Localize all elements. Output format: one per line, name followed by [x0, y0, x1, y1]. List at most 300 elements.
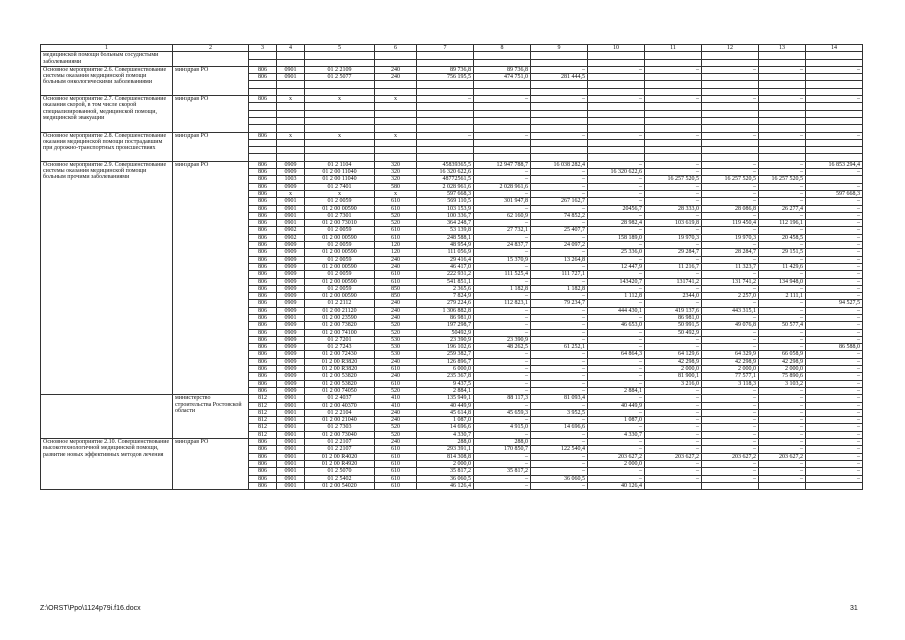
table-cell: –	[588, 336, 645, 343]
table-row	[41, 395, 863, 402]
table-cell: 26 277,4	[759, 205, 806, 212]
table-cell	[249, 125, 277, 132]
table-cell: –	[702, 314, 759, 321]
table-cell: –	[645, 431, 702, 438]
table-cell	[474, 154, 531, 161]
table-cell: 111 056,9	[417, 249, 474, 256]
table-cell	[645, 81, 702, 88]
table-cell: –	[588, 285, 645, 292]
table-cell: –	[588, 475, 645, 482]
table-cell: 86 981,0	[645, 314, 702, 321]
table-cell: –	[806, 263, 863, 270]
column-number: 1	[41, 45, 173, 52]
table-cell: –	[645, 183, 702, 190]
page-number: 31	[850, 605, 858, 612]
table-cell: –	[645, 395, 702, 402]
table-cell: 364 248,7	[417, 220, 474, 227]
table-cell: –	[702, 161, 759, 168]
table-cell	[249, 88, 277, 95]
table-cell	[806, 154, 863, 161]
table-cell: 0909	[277, 387, 305, 394]
table-cell: 806	[249, 161, 277, 168]
table-cell	[474, 52, 531, 59]
table-cell: 203 627,2	[645, 453, 702, 460]
table-cell: 530	[375, 336, 417, 343]
table-cell: –	[531, 439, 588, 446]
table-cell: 812	[249, 431, 277, 438]
table-cell: –	[588, 132, 645, 139]
table-cell: –	[702, 431, 759, 438]
table-cell: 131 741,2	[702, 278, 759, 285]
table-cell: 86 981,0	[417, 314, 474, 321]
activity-description: Основное мероприятие 2.6. Совершенствование системы оказания медицинской помощи больным онкологическими заболеваниями	[41, 66, 173, 95]
table-cell: –	[588, 242, 645, 249]
table-cell: 541 851,1	[417, 278, 474, 285]
table-cell	[759, 139, 806, 146]
table-cell: –	[588, 424, 645, 431]
table-cell: 89 736,8	[474, 66, 531, 73]
table-cell: 806	[249, 278, 277, 285]
table-cell: –	[588, 96, 645, 103]
table-cell: –	[759, 285, 806, 292]
table-cell: 0901	[277, 409, 305, 416]
table-cell: 103 153,9	[417, 205, 474, 212]
table-cell: 64 864,3	[588, 351, 645, 358]
table-cell: –	[588, 329, 645, 336]
table-cell	[588, 74, 645, 81]
table-cell: –	[806, 402, 863, 409]
table-cell	[588, 103, 645, 110]
table-cell: 35 817,2	[417, 468, 474, 475]
table-cell: 610	[375, 271, 417, 278]
table-cell: 288,0	[417, 439, 474, 446]
table-cell: 24 837,7	[474, 242, 531, 249]
table-cell	[645, 52, 702, 59]
table-cell	[806, 88, 863, 95]
table-cell	[474, 117, 531, 124]
table-cell: –	[759, 409, 806, 416]
table-cell: 248 588,1	[417, 234, 474, 241]
table-cell: –	[806, 453, 863, 460]
table-cell: 14 696,6	[417, 424, 474, 431]
table-cell	[702, 147, 759, 154]
table-cell: –	[806, 169, 863, 176]
table-cell: 25 336,0	[588, 249, 645, 256]
table-cell: 01 2 2107	[305, 439, 375, 446]
table-cell: 9 437,5	[417, 380, 474, 387]
table-cell	[645, 59, 702, 66]
table-cell: 806	[249, 74, 277, 81]
table-cell: 806	[249, 366, 277, 373]
table-cell: 01 2 00 00590	[305, 234, 375, 241]
table-cell: –	[474, 293, 531, 300]
table-cell: 01 2 5077	[305, 74, 375, 81]
table-cell	[645, 125, 702, 132]
column-number: 9	[531, 45, 588, 52]
table-cell	[702, 88, 759, 95]
table-cell: –	[759, 417, 806, 424]
table-cell	[588, 117, 645, 124]
table-cell: –	[759, 402, 806, 409]
table-cell: 0901	[277, 453, 305, 460]
table-cell: 88 117,3	[474, 395, 531, 402]
table-cell: 610	[375, 227, 417, 234]
table-cell: 196 102,6	[417, 344, 474, 351]
table-cell: –	[806, 409, 863, 416]
table-cell: 0909	[277, 161, 305, 168]
table-cell: –	[588, 190, 645, 197]
table-cell	[417, 125, 474, 132]
table-cell: –	[806, 285, 863, 292]
table-cell	[417, 139, 474, 146]
table-cell	[759, 81, 806, 88]
table-cell: 0909	[277, 307, 305, 314]
table-cell: –	[645, 96, 702, 103]
table-cell: 0901	[277, 402, 305, 409]
table-cell: –	[531, 482, 588, 489]
table-cell: –	[759, 169, 806, 176]
table-cell	[249, 154, 277, 161]
table-cell	[277, 88, 305, 95]
table-cell	[759, 59, 806, 66]
table-cell: 812	[249, 402, 277, 409]
table-cell: –	[474, 373, 531, 380]
table-cell: –	[645, 460, 702, 467]
table-cell: 240	[375, 307, 417, 314]
table-cell: 288,0	[474, 439, 531, 446]
table-cell: 0901	[277, 198, 305, 205]
table-cell: 01 2 00 R4020	[305, 453, 375, 460]
table-cell: 01 2 00 R4920	[305, 460, 375, 467]
table-cell: –	[702, 402, 759, 409]
table-cell: –	[806, 351, 863, 358]
table-cell: 20 458,5	[759, 234, 806, 241]
table-cell: 1 182,8	[474, 285, 531, 292]
table-cell: 2344,0	[645, 293, 702, 300]
table-cell: 0901	[277, 395, 305, 402]
table-cell: 240	[375, 314, 417, 321]
table-cell	[588, 52, 645, 59]
table-cell: –	[531, 460, 588, 467]
table-cell	[531, 52, 588, 59]
table-cell: –	[645, 409, 702, 416]
table-cell: 443 315,1	[702, 307, 759, 314]
table-row	[41, 161, 863, 168]
table-cell: –	[531, 249, 588, 256]
table-cell: 0901	[277, 314, 305, 321]
activity-description: Основное мероприятие 2.8. Совершенствование оказания медицинской помощи пострадавшим при дорожно-транспортных происшествиях	[41, 132, 173, 161]
table-cell: –	[645, 336, 702, 343]
table-cell: –	[702, 96, 759, 103]
table-cell: 29 416,4	[417, 256, 474, 263]
table-cell: 01 2 2107	[305, 446, 375, 453]
executor: минздрав РО	[173, 66, 249, 95]
table-cell: –	[759, 475, 806, 482]
table-cell: 240	[375, 439, 417, 446]
table-cell: –	[806, 307, 863, 314]
table-cell: –	[531, 358, 588, 365]
table-cell: 0901	[277, 205, 305, 212]
executor: минздрав РО	[173, 161, 249, 395]
table-cell: 01 2 0059	[305, 227, 375, 234]
table-cell: –	[702, 344, 759, 351]
table-cell: 806	[249, 453, 277, 460]
table-cell: 806	[249, 256, 277, 263]
table-cell: 806	[249, 169, 277, 176]
table-cell: –	[474, 482, 531, 489]
table-cell	[531, 88, 588, 95]
table-cell	[702, 81, 759, 88]
column-number: 10	[588, 45, 645, 52]
table-cell	[417, 147, 474, 154]
table-cell: 235 367,8	[417, 373, 474, 380]
table-cell: 806	[249, 234, 277, 241]
table-cell: 36 060,5	[417, 475, 474, 482]
table-cell: –	[531, 183, 588, 190]
table-cell	[645, 88, 702, 95]
table-cell: 806	[249, 96, 277, 103]
table-cell: –	[645, 132, 702, 139]
table-cell: 814 308,8	[417, 453, 474, 460]
table-cell: 01 2 00 R3820	[305, 366, 375, 373]
table-cell: 77 577,1	[702, 373, 759, 380]
table-cell: –	[588, 271, 645, 278]
table-cell: 6 000,0	[417, 366, 474, 373]
table-cell: –	[645, 424, 702, 431]
table-cell: –	[806, 446, 863, 453]
table-cell: 16 257 520,5	[702, 176, 759, 183]
table-cell	[249, 81, 277, 88]
table-cell: 01 2 7401	[305, 183, 375, 190]
table-cell: –	[645, 344, 702, 351]
table-cell: 46 653,0	[588, 322, 645, 329]
table-cell: –	[645, 387, 702, 394]
table-cell	[588, 59, 645, 66]
column-number: 8	[474, 45, 531, 52]
table-cell: 16 320 622,6	[417, 169, 474, 176]
table-cell: 610	[375, 278, 417, 285]
table-cell: 806	[249, 198, 277, 205]
table-cell: 01 2 00 00590	[305, 293, 375, 300]
table-cell: 158 189,0	[588, 234, 645, 241]
table-cell: 120	[375, 249, 417, 256]
table-cell: –	[531, 417, 588, 424]
table-cell: 1 306 882,8	[417, 307, 474, 314]
table-cell	[277, 59, 305, 66]
table-cell	[806, 52, 863, 59]
table-cell: –	[474, 278, 531, 285]
table-cell	[588, 147, 645, 154]
table-cell: 01 2 0059	[305, 285, 375, 292]
table-cell: 806	[249, 249, 277, 256]
table-cell	[806, 59, 863, 66]
table-cell: –	[759, 96, 806, 103]
table-cell	[417, 117, 474, 124]
table-cell	[305, 110, 375, 117]
table-cell: 50 492,9	[645, 329, 702, 336]
table-cell: 0909	[277, 380, 305, 387]
table-cell: 530	[375, 351, 417, 358]
table-cell	[375, 147, 417, 154]
table-cell: 0909	[277, 263, 305, 270]
table-cell: –	[474, 249, 531, 256]
table-cell: –	[531, 387, 588, 394]
table-cell	[375, 110, 417, 117]
table-cell: 756 195,5	[417, 74, 474, 81]
table-cell: 75 890,6	[759, 373, 806, 380]
table-cell	[806, 117, 863, 124]
table-cell	[702, 59, 759, 66]
table-cell: 806	[249, 358, 277, 365]
table-cell: 0901	[277, 460, 305, 467]
table-cell: –	[474, 475, 531, 482]
table-cell: –	[645, 66, 702, 73]
table-cell	[588, 88, 645, 95]
table-cell: 7 824,9	[417, 293, 474, 300]
table-cell: 240	[375, 74, 417, 81]
table-cell: –	[474, 205, 531, 212]
table-cell: 131741,2	[645, 278, 702, 285]
table-cell: –	[806, 431, 863, 438]
table-cell: –	[531, 132, 588, 139]
table-cell: 48 262,5	[474, 344, 531, 351]
table-cell: –	[702, 439, 759, 446]
table-cell: –	[759, 431, 806, 438]
table-cell: 569 110,5	[417, 198, 474, 205]
table-cell: –	[759, 183, 806, 190]
column-number: 13	[759, 45, 806, 52]
table-cell	[806, 125, 863, 132]
table-cell: –	[531, 336, 588, 343]
table-cell: –	[759, 387, 806, 394]
table-cell: 1 112,8	[588, 293, 645, 300]
table-cell: –	[759, 190, 806, 197]
table-cell: 01 2 4037	[305, 395, 375, 402]
table-cell: 48 954,9	[417, 242, 474, 249]
executor: министерство строительства Ростовской области	[173, 395, 249, 439]
table-cell: –	[645, 256, 702, 263]
table-cell: –	[645, 161, 702, 168]
table-cell: 806	[249, 176, 277, 183]
table-cell: –	[702, 198, 759, 205]
table-cell: 806	[249, 220, 277, 227]
table-cell	[531, 125, 588, 132]
table-cell: –	[806, 212, 863, 219]
table-cell	[474, 147, 531, 154]
table-cell: –	[702, 212, 759, 219]
table-cell: –	[531, 329, 588, 336]
table-cell	[305, 88, 375, 95]
table-cell	[702, 74, 759, 81]
table-cell: 01 2 00 11040	[305, 176, 375, 183]
table-cell	[417, 88, 474, 95]
table-cell: 520	[375, 431, 417, 438]
table-cell: 15 370,9	[474, 256, 531, 263]
table-cell: 2 000,0	[588, 460, 645, 467]
table-cell: –	[806, 358, 863, 365]
table-cell: 40 449,9	[417, 402, 474, 409]
table-cell: 19 970,3	[702, 234, 759, 241]
table-cell: –	[474, 402, 531, 409]
table-cell: –	[759, 198, 806, 205]
table-cell: 0901	[277, 482, 305, 489]
table-cell: 01 2 00 21120	[305, 307, 375, 314]
table-cell: 0901	[277, 446, 305, 453]
table-cell: 806	[249, 344, 277, 351]
table-cell: 01 2 0059	[305, 198, 375, 205]
table-cell: –	[474, 176, 531, 183]
table-cell: 806	[249, 132, 277, 139]
table-cell	[588, 139, 645, 146]
table-cell: 120	[375, 242, 417, 249]
table-cell: 0909	[277, 278, 305, 285]
table-cell: –	[588, 409, 645, 416]
table-cell: 01 2 00 R3820	[305, 358, 375, 365]
table-cell	[759, 52, 806, 59]
table-cell: 103 619,8	[645, 220, 702, 227]
table-cell: 01 2 00 73040	[305, 431, 375, 438]
table-row	[41, 52, 863, 59]
table-cell	[417, 52, 474, 59]
table-row	[41, 439, 863, 446]
table-cell: 28 284,7	[702, 249, 759, 256]
table-cell: 812	[249, 395, 277, 402]
table-cell: –	[702, 417, 759, 424]
table-cell: 610	[375, 482, 417, 489]
table-cell: –	[759, 256, 806, 263]
table-cell	[806, 74, 863, 81]
table-cell: 50 577,4	[759, 322, 806, 329]
table-cell: –	[531, 66, 588, 73]
table-cell: –	[531, 351, 588, 358]
table-cell: 806	[249, 205, 277, 212]
table-cell	[474, 81, 531, 88]
table-cell: –	[645, 227, 702, 234]
table-cell: 597 668,3	[806, 190, 863, 197]
table-cell: –	[645, 198, 702, 205]
table-cell: 1003	[277, 176, 305, 183]
table-cell: 610	[375, 468, 417, 475]
table-cell: 320	[375, 161, 417, 168]
table-cell	[806, 147, 863, 154]
table-cell: 16 853 294,4	[806, 161, 863, 168]
executor	[173, 52, 249, 67]
table-cell	[417, 81, 474, 88]
table-cell: –	[806, 314, 863, 321]
table-cell: –	[759, 161, 806, 168]
table-cell: 320	[375, 176, 417, 183]
table-cell	[645, 139, 702, 146]
table-cell: 2 000,0	[702, 366, 759, 373]
table-cell: –	[645, 190, 702, 197]
table-cell: –	[531, 190, 588, 197]
table-cell: 1 087,0	[588, 417, 645, 424]
table-cell: –	[531, 205, 588, 212]
table-row	[41, 96, 863, 103]
table-cell: 0909	[277, 336, 305, 343]
table-cell: 0909	[277, 169, 305, 176]
table-cell: 01 2 7301	[305, 212, 375, 219]
table-cell: –	[759, 336, 806, 343]
table-cell	[249, 139, 277, 146]
table-cell: 16 038 282,4	[531, 161, 588, 168]
table-cell: –	[588, 314, 645, 321]
table-cell: 240	[375, 417, 417, 424]
table-cell	[305, 81, 375, 88]
table-cell: 610	[375, 453, 417, 460]
table-cell: –	[806, 475, 863, 482]
table-cell: –	[702, 329, 759, 336]
